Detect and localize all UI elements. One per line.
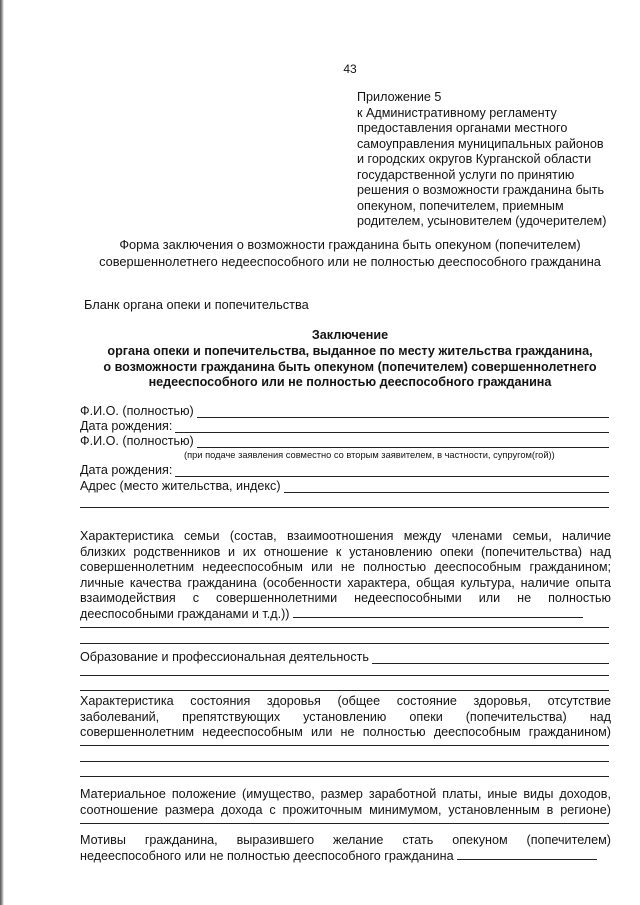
family-input-line[interactable] — [293, 607, 583, 618]
motives-input-line[interactable] — [457, 849, 597, 860]
education-input-line[interactable] — [372, 652, 609, 664]
conclusion-line: о возможности гражданина быть опекуном (попечителем) совершеннолетнего — [103, 359, 597, 374]
health-extra-line[interactable] — [80, 745, 609, 746]
second-applicant-hint: (при подаче заявления совместно со вторым заявителем, в частности, супругом(гой)) — [184, 450, 555, 460]
form-title — [80, 236, 620, 270]
appendix-line: самоуправления муниципальных районов — [357, 136, 604, 151]
appendix-line: опекуном, попечителем, приемным — [357, 198, 564, 213]
form-title-line: совершеннолетнего недееспособного или не полностью дееспособного гражданина — [99, 254, 601, 269]
address-extra-line[interactable] — [80, 507, 609, 508]
health-text-line: совершеннолетним недееспособным или не полностью дееспособным гражданином) — [80, 725, 611, 740]
health-extra-line[interactable] — [80, 761, 609, 762]
fio-field-1 — [80, 404, 609, 418]
blank-label: Бланк органа опеки и попечительства — [84, 297, 309, 312]
family-text-line: близких родственников и их отношение к установлению опеки (попечительства) над — [80, 544, 611, 559]
motives-text-line: Мотивы гражданина, выразившего желание стать опекуном (попечителем) — [80, 833, 611, 847]
health-text-line: Характеристика состояния здоровья (общее состояние здоровья, отсутствие — [80, 694, 611, 708]
appendix-line: решения о возможности гражданина быть — [357, 183, 605, 197]
appendix-block — [357, 90, 627, 230]
dob-input-line-1[interactable] — [175, 421, 609, 433]
motives-section — [80, 833, 611, 864]
family-text-line: взаимодействия с совершеннолетними недееспособными или не полностью — [80, 591, 611, 606]
family-text-line: совершеннолетним недееспособным или не полностью дееспособным гражданином; — [80, 560, 611, 575]
appendix-line: и городских округов Курганской области — [357, 152, 592, 166]
address-field — [80, 479, 609, 493]
fio-label-2: Ф.И.О. (полностью) — [80, 434, 194, 448]
education-extra-line[interactable] — [80, 675, 609, 676]
fio-field-2 — [80, 434, 609, 448]
conclusion-title — [80, 328, 620, 391]
fio-input-line-1[interactable] — [197, 406, 609, 418]
motives-text-line: недееспособного или не полностью дееспособного гражданина — [80, 848, 454, 863]
dob-field-1 — [80, 419, 609, 433]
address-label: Адрес (место жительства, индекс) — [80, 479, 281, 493]
education-label: Образование и профессиональная деятельность — [80, 650, 369, 664]
scan-edge — [0, 0, 4, 905]
dob-input-line-2[interactable] — [175, 465, 609, 477]
family-extra-line[interactable] — [80, 643, 609, 644]
family-text-line: дееспособными гражданами и т.д.)) — [80, 606, 290, 621]
family-last-line — [80, 607, 611, 623]
health-section — [80, 694, 611, 741]
dob-field-2 — [80, 463, 609, 477]
material-section — [80, 787, 611, 818]
dob-label-1: Дата рождения: — [80, 419, 173, 433]
conclusion-line: органа опеки и попечительства, выданное по месту жительства гражданина, — [107, 343, 593, 358]
appendix-line: государственной услуги по принятию — [357, 167, 575, 182]
motives-last-line — [80, 849, 611, 865]
material-text-line: Материальное положение (имущество, размер заработной платы, иные виды доходов, — [80, 787, 611, 801]
family-extra-line[interactable] — [80, 627, 609, 628]
health-text-line: заболеваний, препятствующих установлению опеки (попечительства) над — [80, 709, 611, 724]
fio-label-1: Ф.И.О. (полностью) — [80, 404, 194, 418]
education-extra-line[interactable] — [80, 690, 609, 691]
education-field — [80, 650, 609, 664]
material-extra-line[interactable] — [80, 823, 609, 824]
material-text-line: соотношение размера дохода с прожиточным минимумом, установленным в регионе) — [80, 802, 611, 817]
conclusion-line: недееспособного или не полностью дееспособного гражданина — [148, 375, 552, 390]
conclusion-heading: Заключение — [311, 328, 389, 342]
form-title-line: Форма заключения о возможности гражданина быть опекуном (попечителем) — [119, 237, 581, 252]
appendix-line: к Административному регламенту — [357, 105, 557, 120]
family-text-line: личные качества гражданина (особенности характера, общая культура, наличие опыта — [80, 575, 611, 590]
health-extra-line[interactable] — [80, 776, 609, 777]
dob-label-2: Дата рождения: — [80, 463, 173, 477]
family-section — [80, 529, 611, 623]
address-input-line[interactable] — [284, 481, 609, 493]
appendix-line: предоставления органами местного — [357, 121, 568, 135]
family-text-line: Характеристика семьи (состав, взаимоотношения между членами семьи, наличие — [80, 529, 611, 543]
appendix-line: Приложение 5 — [357, 90, 442, 104]
fio-input-line-2[interactable] — [197, 436, 609, 448]
page-number: 43 — [343, 62, 357, 76]
appendix-line: родителем, усыновителем (удочерителем) — [357, 214, 607, 228]
